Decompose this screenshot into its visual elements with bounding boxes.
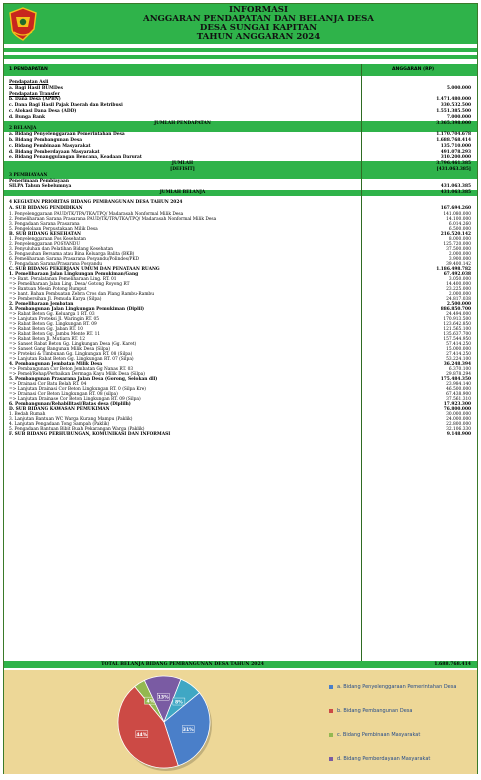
row-label: c. Bidang Pembinaan Masyarakat [9,143,91,149]
title-line-3: DESA SUNGAI KAPITAN [199,22,318,33]
table-row [4,432,477,437]
row-label: => Bant. Peralatanan Pemeliharaan Ling. RT. 01 [9,276,117,282]
row-value: 57.414.250 [446,341,471,347]
row-value: 27.414.250 [446,351,471,357]
legend-label: d. Bidang Pemberdayaan Masyarakat [337,756,431,762]
row-label: => Drainasi Cor Beton Lingkungan RT. 08 (silpa) [9,391,118,397]
legend-label: c. Bidang Pembinaan Masyarakat [337,732,421,738]
header-banner [4,4,477,44]
slice-label: 31% [182,727,194,733]
row-value: 1.471.480.000 [436,97,471,103]
row-label: 2. Pemeliharaan Sarana Prasarana PAUD/TK/TPA/TKA/TPQ/ Madarasah Nonformal Milik Desa [9,216,217,222]
row-value: 76.800.000 [443,406,471,412]
row-label: Pendapatan Transfer [9,91,60,97]
row-label: F. SUB BIDANG PERHUBUNGAN, KOMUNIKASI DAN INFORMASI [9,431,171,437]
row-value: 1.688.768.414 [436,137,471,143]
row-value: 2.000.000 [448,251,471,257]
row-value: 32.106.330 [446,426,471,432]
slice-label: 13% [157,695,169,701]
row-label: => Rabat Beton Gg. Keluarga 1 RT. 03 [9,311,95,317]
row-value: 6.014.260 [448,221,471,227]
legend-label: b. Bidang Pembangunan Desa [337,708,413,714]
pie-chart [4,670,324,774]
row-label: 1. Pemeliharaan Jalan Lingkungan Pemukiman/Gang [9,271,139,277]
row-value: 22.800.000 [446,421,471,427]
row-label: 5. Pengelolaan Perpustakaan Milik Desa [9,226,98,232]
row-label: [DEFISIT] [170,166,195,172]
slice-label: 44% [136,732,148,738]
row-label: => Bantuan Mesin Potong Rumput [9,286,87,292]
row-label: => Rabat Beton Gg. Jambu Mente RT. 11 [9,331,101,337]
column-divider [361,64,362,661]
row-value: 886.850.700 [440,306,471,312]
row-value: 24.817.038 [446,296,471,302]
title-line-2: ANGGARAN PENDAPATAN DAN BELANJA DESA [143,13,374,24]
row-value: 24.000.000 [446,416,471,422]
column-left-label: 1 PENDAPATAN [9,67,48,72]
row-label: 3. Penyuluhan dan Pelatihan Bidang Kesehatan [9,246,114,252]
row-value: 310.200.000 [440,155,471,161]
row-label: b. Dana Desa (APBN) [9,97,61,103]
row-label: C. SUB BIDANG PEKERJAAN UMUM DAN PENATAAN RUANG [9,266,160,272]
row-label: 5. Pembangunan Prasarana Jalan Desa (Gorong, Selokan dll) [9,376,158,382]
row-value: 7.000.000 [446,114,471,120]
row-value: 5.000.000 [446,85,471,91]
row-label: => Drainasi Cor Batu Belah RT. 04 [9,381,87,387]
row-label: 1. Penyelenggaraan PAUD/TK/TPA/TKA/TPQ/ Madarasah Nonformal Milik Desa [9,211,184,217]
row-value: 14.400.000 [446,281,471,287]
row-label: JUMLAH [171,161,194,167]
row-value: 17.923.300 [443,401,471,407]
row-label: => Lanjutan Proteksi Jl. Waringin RT. 05 [9,316,100,322]
row-value: 431.063.385 [440,184,471,190]
total-label: TOTAL BELANJA BIDANG PEMBANGUNAN DESA TAHUN 2024 [101,662,264,667]
row-label: => Rabat Beton Gg. Lingkungan RT. 09 [9,321,97,327]
row-label: 1. Bedah Rumah [9,411,46,417]
row-label: e. Bidang Penanggulangan Bencana, Keadaan Darurat [9,155,142,161]
row-label: 4. Pembangunan Jembatan Milik Desa [9,361,103,367]
row-value: 14.100.000 [446,216,471,222]
row-label: => Pemel/Rehap/Perbaikan Dermaga Kayu Milik Desa (Silpa) [9,371,145,377]
header-title [44,6,473,42]
row-value: 67.492.038 [443,271,471,277]
row-label: 7. Pengadaan Sarana/Prasarana Posyandu [9,261,103,267]
row-value: 6.370.100 [448,366,471,372]
row-value: 3.900.000 [448,256,471,262]
row-value: 53.224.100 [446,356,471,362]
row-label: 3. Pembangunan Jalan Lingkungan Pemukiman (Diplil) [9,306,145,312]
row-label: 6. Pembangunan/Rehabilitasi/Batas desa (Diplilh) [9,401,131,407]
row-label: 3. Lanjutan Bantuan WC Warga Kurang Mampu (Paklik) [9,416,133,422]
legend-swatch [329,757,333,761]
row-value: 46.500.000 [446,386,471,392]
row-value: 23.225.000 [446,286,471,292]
budget-table [4,76,477,437]
row-label: a. Bidang Penyelenggaraan Pemerintahan Desa [9,132,125,138]
row-value: 125.720.000 [443,241,471,247]
row-label: B. SUB BIDANG KESEHATAN [9,231,81,237]
title-line-4: TAHUN ANGGARAN 2024 [196,31,321,42]
row-value: 135.637.700 [443,331,471,337]
row-value: 491.078.293 [440,149,471,155]
column-right-label: ANGGARAN (RP) [392,67,435,72]
row-label: => Sanset Rabat Beton Gg. Lingkungan Desa (Gg. Karet) [9,341,137,347]
row-label: 3 PEMBIAYAAN [9,172,48,178]
row-label: c. Alokasi Dana Desa (ADD) [9,108,77,114]
row-label: a. Bagi Hasil BUMDes [9,85,63,91]
row-label: 1. Penyelenggaraan Pos Kesehatan [9,236,86,242]
row-label: d. Bidang Pemberdayaan Masyarakat [9,149,100,155]
row-label: => bant. Bahan Pembuatan Zebra Cros dan Plang Rambu-Rambu [9,291,155,297]
row-label: => Pembersihan Jl. Pemuda Karya (Silpa) [9,296,102,302]
column-header [4,64,477,76]
row-value: 39.400.142 [446,261,471,267]
row-label: 2 BELANJA [9,126,37,132]
row-label: 4. Lanjutan Pengadaan Tong Sampah (Paklik) [9,421,110,427]
row-value: 2.000.000 [448,291,471,297]
row-label: A. SUB BIDANG PENDIDIKAN [9,205,83,211]
row-value: 2.500.000 [446,301,471,307]
row-label: D. SUB BIDANG KAWASAN PEMUKIMAN [9,406,110,412]
row-label: 4 KEGIATAN PRIORITAS BIDANG PEMBANGUNAN DESA TAHUN 2024 [9,199,183,205]
row-label: c. Dana Bagi Hasil Pajak Daerah dan Retribusi [9,103,123,109]
pie-chart-panel [4,670,477,774]
row-value: 8.000.000 [448,236,471,242]
legend-swatch [329,733,333,737]
regency-emblem-icon [8,7,38,41]
legend-label: a. Bidang Penyelenggaraan Pemerintahan Desa [337,684,457,690]
slice-label: 8% [174,700,183,706]
row-label: => Lanjutan Drainasi Cor Beton Lingkungan RT. 0 (Silpa Kre) [9,386,146,392]
row-value: 3.796.461.385 [436,161,471,167]
row-value: 3.365.398.000 [436,120,471,126]
row-label: Pendapatan Asli [9,80,49,85]
total-row [4,661,477,668]
title-line-1: INFORMASI [228,5,288,15]
row-label: 5. Pengadaan Bantuan Bibit Buah Pekarangan Warga (Paklik) [9,426,145,432]
row-label: => Lanjutan Drainase Cor Beton Lingkungan RT. 09 (Silpa) [9,396,141,402]
divider-bar [4,48,477,52]
legend-swatch [329,709,333,713]
row-label: b. Bidang Pembangunan Desa [9,137,83,143]
row-value: 15.000.000 [446,346,471,352]
row-value: 36.248.394 [443,361,471,367]
row-label: => Proteksi & Timbunan Gg. Lingkungan RT. 08 (Silpa) [9,351,133,357]
row-value: 121.565.100 [443,326,471,332]
row-value: 135.710.000 [440,143,471,149]
row-value: 67.438.900 [446,391,471,397]
row-value: 141.080.000 [443,211,471,217]
row-value: 1.186.498.782 [436,266,471,272]
row-label: Penerimaan Pembiayaan [9,178,69,184]
row-value: 175.484.350 [440,376,471,382]
row-label: JUMLAH PENDAPATAN [154,120,211,126]
row-label: 3. Pengadaan Sarana Prasarana [9,221,80,227]
row-value: 23.984.140 [446,381,471,387]
row-label: JUMLAH BELANJA [159,190,206,196]
row-value: 29.878.294 [446,371,471,377]
row-value: 9.148.900 [446,431,471,437]
legend-swatch [329,685,333,689]
row-value: 167.694.260 [440,205,471,211]
total-value: 1.688.768.414 [434,662,471,667]
row-label: => Rabat Beton Gg. Jaban RT. 10 [9,326,84,332]
row-label: => Pemeliharaan Jalan Ling. Desa/ Gotong Royong RT [9,281,130,287]
row-label: 2. Pemeliharaan Jembatan [9,301,74,307]
row-value: 1.551.385.500 [436,108,471,114]
row-value: 123.642.850 [443,321,471,327]
row-value: [431.063.385] [436,166,471,172]
row-label: => Pembangunan Cor Beton Jembatan Gg Nanas RT. 03 [9,366,134,372]
row-value: 37.500.000 [446,246,471,252]
row-value: 6.500.000 [448,226,471,232]
row-value: 24.494.000 [446,311,471,317]
row-label: => Rabat Beton Jl. Mutiara RT. 12 [9,336,86,342]
row-value: 330.532.500 [440,103,471,109]
row-label: => Sanset Gang Bangunan Milik Desa (Silpa) [9,346,111,352]
row-label: 2. Penyelenggaraan POSYANDU [9,241,81,247]
row-label: 5. Pengasuhan Bersama atau Bina Keluarga Balita (BKB) [9,251,135,257]
row-value: 37.561.310 [446,396,471,402]
row-label: 6. Pemeliharaan Sarana Prasarana Posyandu/Polindes/PKD [9,256,140,262]
row-value: 157.544.950 [443,336,471,342]
divider-bar [4,55,477,59]
row-value: 1.170.704.678 [436,132,471,138]
row-label: d. Bunga Bank [9,114,46,120]
row-value: 431.063.385 [440,190,471,196]
slice-label: 4% [146,699,155,705]
row-label: => Lanjutan Rabat Beton Gg. Lingkungan RT. 07 (Silpa) [9,356,134,362]
info-board [3,3,478,774]
row-value: 3.050.000 [448,276,471,282]
row-value: 30.000.000 [446,411,471,417]
row-value: 170.913.500 [443,316,471,322]
row-label: SILPA Tahun Sebelumnya [9,184,72,190]
row-value: 216.520.142 [440,231,471,237]
